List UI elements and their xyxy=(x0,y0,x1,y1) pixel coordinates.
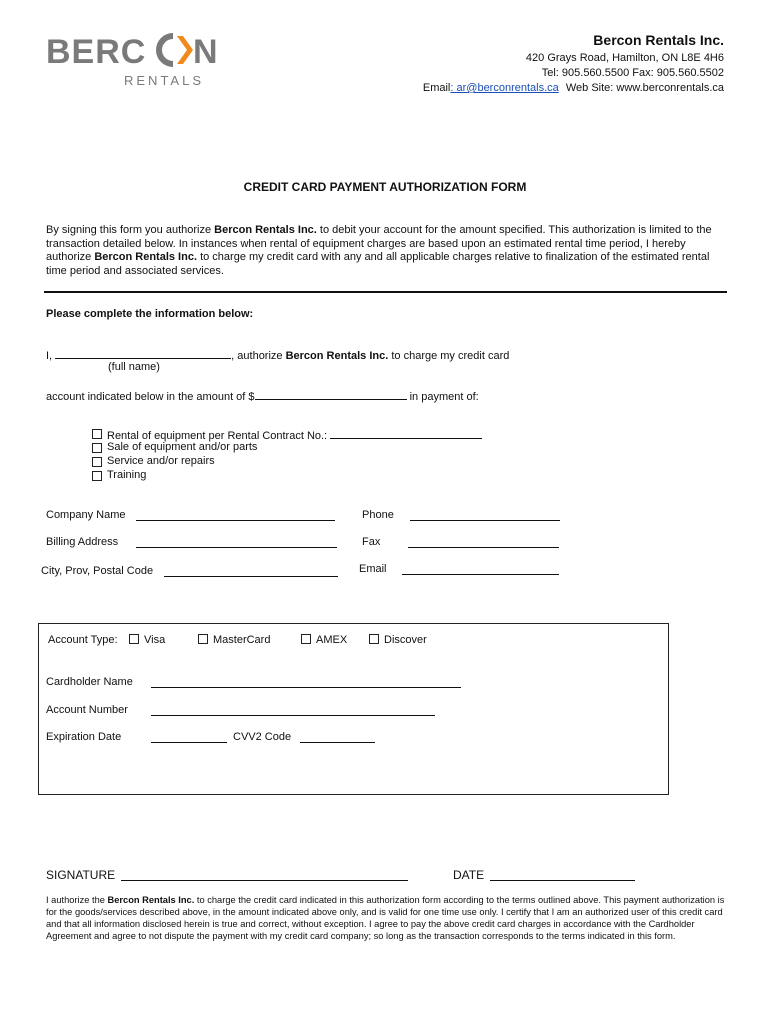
intro-text-2: to debit your account for the amount specified. This authorization is limited to the transaction detailed below. In instances when rental of equipment charges are based upon an estimated rental time period, I hereby authorize xyxy=(46,224,712,263)
fax-field[interactable] xyxy=(408,547,559,548)
full-name-field[interactable] xyxy=(55,347,231,359)
option-sale-label: Sale of equipment and/or parts xyxy=(107,441,258,453)
option-rental-label: Rental of equipment per Rental Contract No.: xyxy=(107,430,331,442)
option-rental-checkbox[interactable] xyxy=(92,429,102,439)
intro-company-1: Bercon Rentals Inc. xyxy=(214,224,317,236)
logo-o-arrow-icon xyxy=(159,36,193,64)
billing-address-field[interactable] xyxy=(136,547,337,548)
option-sale-checkbox[interactable] xyxy=(92,443,102,453)
full-name-hint: (full name) xyxy=(108,361,160,373)
card-details-box xyxy=(38,623,669,795)
company-logo xyxy=(46,30,216,90)
phone-field[interactable] xyxy=(410,520,560,521)
signature-field[interactable] xyxy=(121,880,408,881)
company-contact xyxy=(423,82,724,94)
website-text: Web Site: www.berconrentals.ca xyxy=(565,82,724,94)
bercon-logo-mark xyxy=(46,30,216,90)
amount-suffix: in payment of: xyxy=(406,391,479,403)
option-service-checkbox[interactable] xyxy=(92,457,102,467)
section-divider xyxy=(44,291,727,293)
amount-line xyxy=(46,388,479,403)
terms-text-1: I authorize the xyxy=(46,895,108,905)
mastercard-checkbox[interactable] xyxy=(198,634,208,644)
date-label: DATE xyxy=(453,868,485,882)
mastercard-label: MasterCard xyxy=(213,634,271,646)
option-service-label: Service and/or repairs xyxy=(107,455,215,467)
option-training-checkbox[interactable] xyxy=(92,471,102,481)
logo-bercon-text: BERC xyxy=(46,33,147,71)
date-field[interactable] xyxy=(490,880,635,881)
email-link[interactable]: : ar@berconrentals.ca xyxy=(450,82,559,94)
company-phones: Tel: 905.560.5500 Fax: 905.560.5502 xyxy=(541,67,724,79)
cvv-field[interactable] xyxy=(300,742,375,743)
intro-text-1: By signing this form you authorize xyxy=(46,224,215,236)
company-name-field[interactable] xyxy=(136,520,335,521)
contact-email-label: Email xyxy=(359,563,387,575)
billing-address-label: Billing Address xyxy=(46,536,119,548)
auth-prefix: I, xyxy=(46,350,56,362)
please-complete-heading: Please complete the information below: xyxy=(46,308,254,320)
account-number-field[interactable] xyxy=(151,715,435,716)
option-training-label: Training xyxy=(107,469,147,481)
rental-contract-field[interactable] xyxy=(330,427,482,439)
logo-rentals-text: RENTALS xyxy=(124,73,204,88)
intro-company-2: Bercon Rentals Inc. xyxy=(94,251,198,263)
intro-paragraph xyxy=(46,224,726,278)
amount-prefix: account indicated below in the amount of $ xyxy=(46,391,255,403)
auth-mid: , authorize xyxy=(231,350,286,362)
cardholder-label: Cardholder Name xyxy=(46,676,133,688)
visa-checkbox[interactable] xyxy=(129,634,139,644)
expiration-label: Expiration Date xyxy=(46,731,122,743)
cvv-label: CVV2 Code xyxy=(233,731,292,743)
account-type-label: Account Type: xyxy=(48,634,118,646)
terms-company: Bercon Rentals Inc. xyxy=(107,895,195,905)
fax-label: Fax xyxy=(362,536,381,548)
expiration-field[interactable] xyxy=(151,742,227,743)
auth-company: Bercon Rentals Inc. xyxy=(285,350,389,362)
account-number-label: Account Number xyxy=(46,704,128,716)
signature-label: SIGNATURE xyxy=(46,868,116,882)
amex-label: AMEX xyxy=(316,634,348,646)
option-rental xyxy=(107,427,482,442)
company-name: Bercon Rentals Inc. xyxy=(593,32,724,48)
cardholder-field[interactable] xyxy=(151,687,461,688)
auth-suffix: to charge my credit card xyxy=(388,350,510,362)
contact-email-field[interactable] xyxy=(402,574,559,575)
intro-text-3: to charge my credit card with any and all applicable charges relative to finalization of the estimated rental time period and associated services. xyxy=(46,251,710,277)
company-name-label: Company Name xyxy=(46,509,126,521)
company-address: 420 Grays Road, Hamilton, ON L8E 4H6 xyxy=(525,52,724,64)
logo-n-text: N xyxy=(193,33,216,71)
terms-text-2: to charge the credit card indicated in this authorization form according to the terms outlined above. This payment authorization is for the goods/services described above, in the amount indicated above only, and is valid for one time use only. I certify that I am an authorized user of this credit card and that all information disclosed herein is true and correct, without exception. I agree to pay the above credit card charges in accordance with the Cardholder Agreement and agree to not dispute the payment with my credit card company; so long as the transaction corresponds to the terms indicated in this form. xyxy=(46,895,725,941)
discover-label: Discover xyxy=(384,634,427,646)
phone-label: Phone xyxy=(362,509,394,521)
auth-line xyxy=(46,347,509,362)
email-label: Email xyxy=(422,82,451,94)
visa-label: Visa xyxy=(144,634,166,646)
city-label: City, Prov, Postal Code xyxy=(41,565,154,577)
city-field[interactable] xyxy=(164,576,338,577)
terms-paragraph xyxy=(46,894,726,942)
amex-checkbox[interactable] xyxy=(301,634,311,644)
form-title: CREDIT CARD PAYMENT AUTHORIZATION FORM xyxy=(243,180,527,194)
amount-field[interactable] xyxy=(255,388,407,400)
discover-checkbox[interactable] xyxy=(369,634,379,644)
